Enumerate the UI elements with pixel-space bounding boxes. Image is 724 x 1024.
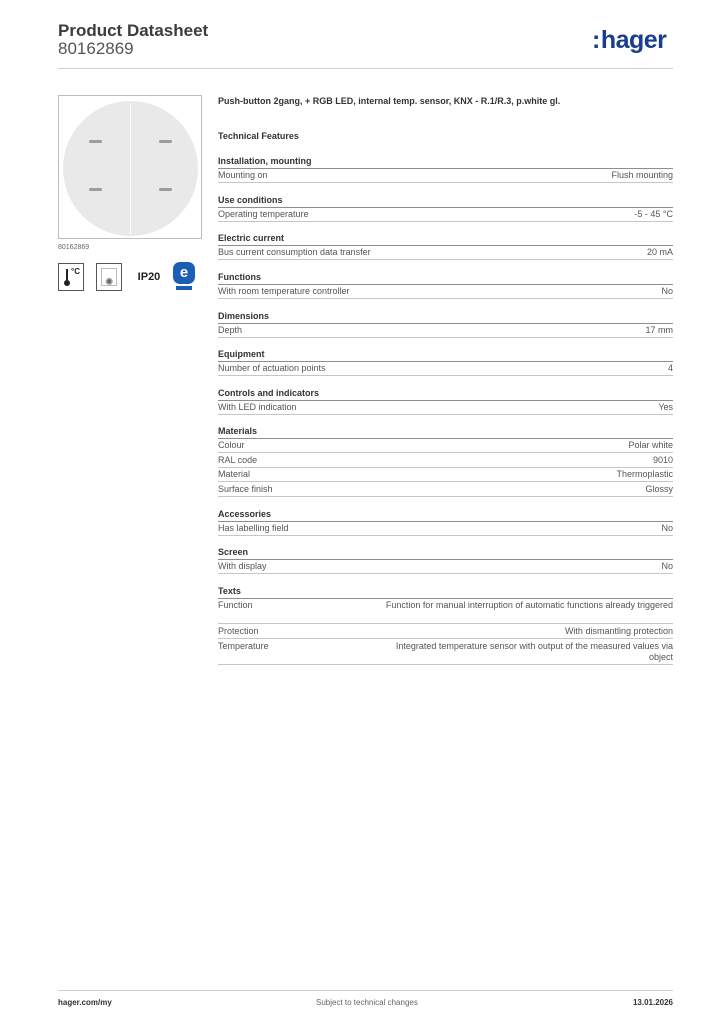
spec-row — [218, 246, 673, 260]
spec-value: No — [661, 286, 673, 296]
spec-row — [218, 483, 673, 497]
spec-label: RAL code — [218, 455, 258, 465]
spec-row — [218, 640, 673, 665]
page-title: Product Datasheet — [58, 21, 209, 40]
section-title: Texts — [218, 586, 673, 599]
push-button-split — [130, 103, 131, 234]
spec-label: With LED indication — [218, 402, 297, 412]
spec-label: With display — [218, 561, 267, 571]
spec-row — [218, 285, 673, 299]
header-divider — [58, 68, 673, 69]
spec-label: Mounting on — [218, 170, 268, 180]
spec-row — [218, 208, 673, 222]
section-title: Controls and indicators — [218, 388, 673, 401]
spec-label: Colour — [218, 440, 245, 450]
product-image — [58, 95, 202, 239]
section-title: Materials — [218, 426, 673, 439]
led-indicator — [159, 188, 172, 191]
spec-label: Temperature — [218, 641, 269, 651]
spec-value: -5 - 45 °C — [634, 209, 673, 219]
spec-row — [218, 522, 673, 536]
led-indicator — [159, 140, 172, 143]
spec-row — [218, 560, 673, 574]
spec-label: With room temperature controller — [218, 286, 350, 296]
e-label-icon — [173, 262, 195, 292]
section-title: Installation, mounting — [218, 156, 673, 169]
spec-value: 17 mm — [645, 325, 673, 335]
spec-label: Has labelling field — [218, 523, 289, 533]
e-label-letter: e — [173, 262, 195, 284]
light-sensor-icon: ✺ — [96, 263, 122, 291]
section-title: Functions — [218, 272, 673, 285]
spec-value: 20 mA — [646, 247, 673, 257]
spec-row — [218, 324, 673, 338]
section-title: Dimensions — [218, 311, 673, 324]
spec-label: Operating temperature — [218, 209, 309, 219]
footer-divider — [58, 990, 673, 991]
technical-features-title: Technical Features — [218, 131, 299, 141]
spec-row — [218, 468, 673, 482]
spec-row — [218, 169, 673, 183]
logo-text: hager — [600, 26, 667, 54]
spec-value: Glossy — [645, 484, 673, 494]
spec-row — [218, 401, 673, 415]
spec-value: 9010 — [652, 455, 673, 465]
footer-notice: Subject to technical changes — [316, 998, 418, 1007]
spec-value: Function for manual interruption of automatic functions already triggered — [385, 600, 673, 610]
spec-label: Number of actuation points — [218, 363, 326, 373]
spec-label: Depth — [218, 325, 243, 335]
spec-value: Polar white — [628, 440, 673, 450]
footer-date: 13.01.2026 — [632, 998, 673, 1007]
image-caption: 80162869 — [58, 244, 90, 251]
spec-label: Function — [218, 600, 253, 610]
spec-row — [218, 625, 673, 639]
spec-value: Integrated temperature sensor with output of the measured values via object — [395, 641, 673, 662]
spec-label: Surface finish — [218, 484, 273, 494]
spec-label: Material — [218, 469, 251, 479]
spec-label: Protection — [218, 626, 259, 636]
product-description: Push-button 2gang, + RGB LED, internal temp. sensor, KNX - R.1/R.3, p.white gl. — [218, 96, 561, 106]
led-indicator — [89, 140, 102, 143]
led-indicator — [89, 188, 102, 191]
section-title: Electric current — [218, 233, 673, 246]
spec-value: No — [661, 523, 673, 533]
spec-row — [218, 599, 673, 624]
hager-logo[interactable]: :hager — [592, 26, 667, 54]
spec-value: With dismantling protection — [564, 626, 673, 636]
footer-website-link[interactable]: hager.com/my — [58, 998, 112, 1007]
section-title: Accessories — [218, 509, 673, 522]
section-title: Equipment — [218, 349, 673, 362]
ip-rating-badge: IP20 — [137, 271, 161, 283]
product-code: 80162869 — [58, 39, 134, 58]
spec-row — [218, 362, 673, 376]
section-title: Use conditions — [218, 195, 673, 208]
spec-label: Bus current consumption data transfer — [218, 247, 371, 257]
temperature-unit: °C — [71, 267, 80, 276]
spec-value: Yes — [658, 402, 673, 412]
section-title: Screen — [218, 547, 673, 560]
spec-value: No — [661, 561, 673, 571]
spec-row — [218, 439, 673, 453]
temperature-sensor-icon — [58, 263, 84, 291]
spec-value: 4 — [667, 363, 673, 373]
spec-row — [218, 454, 673, 468]
spec-value: Thermoplastic — [616, 469, 673, 479]
spec-value: Flush mounting — [611, 170, 673, 180]
